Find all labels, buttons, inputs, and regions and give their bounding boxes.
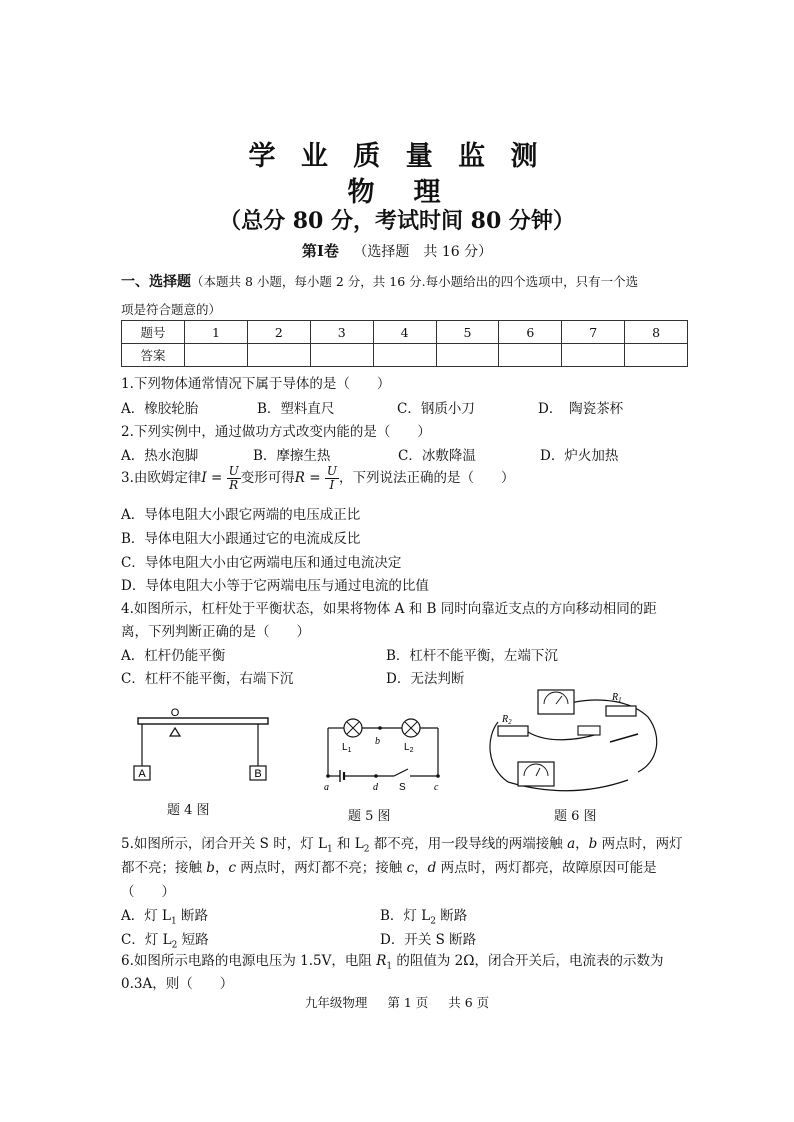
table-row (122, 344, 688, 367)
q3-den1: R (229, 478, 239, 492)
q3-option-d: D．导体电阻大小等于它两端电压与通过电流的比值 (121, 578, 429, 594)
q1-option-a: A．橡胶轮胎 (121, 401, 199, 417)
ammeter-icon (538, 690, 574, 714)
q1-option-b: B．塑料直尺 (257, 401, 335, 417)
table-cell: 3 (310, 321, 373, 344)
answer-cell[interactable] (499, 344, 562, 367)
l1-label: $L_1$ (342, 742, 352, 754)
q4-option-b: B．杠杆不能平衡，左端下沉 (386, 648, 558, 664)
q5-option-d: D．开关 S 断路 (380, 932, 477, 948)
figure-4-lever (128, 700, 278, 790)
answer-cell[interactable] (436, 344, 499, 367)
box-b-label: B (254, 768, 262, 780)
answer-cell[interactable] (310, 344, 373, 367)
point-a-label: a (324, 782, 329, 793)
table-cell: 7 (562, 321, 625, 344)
fulcrum-triangle (170, 728, 180, 736)
q2-option-a: A．热水泡脚 (121, 448, 199, 464)
q4-option-a: A．杠杆仍能平衡 (121, 648, 226, 664)
table-cell: 4 (373, 321, 436, 344)
table-row (122, 321, 688, 344)
point-b-label: b (375, 736, 380, 747)
table-cell: 2 (247, 321, 310, 344)
lever-bar (138, 718, 268, 724)
q4-stem-line1: 4.如图所示，杠杆处于平衡状态，如果将物体 A 和 B 同时向靠近支点的方向移动相同的距 (121, 601, 657, 617)
table-cell: 8 (625, 321, 688, 344)
q3-option-a: A．导体电阻大小跟它两端的电压成正比 (121, 507, 361, 523)
q1-option-d: D． 陶瓷茶杯 (538, 401, 624, 417)
q4-option-d: D．无法判断 (386, 671, 465, 687)
resistor-r1-icon (606, 706, 636, 716)
q1-option-c: C．钢质小刀 (397, 401, 475, 417)
q3-num2: U (326, 464, 337, 478)
q2-stem: 2.下列实例中，通过做功方式改变内能的是（ ） (121, 424, 431, 440)
point-d-label: d (373, 782, 378, 793)
switch-icon (394, 769, 408, 776)
q2-option-c: C．冰敷降温 (398, 448, 476, 464)
volume-note: （选择题 共 16 分） (353, 244, 493, 260)
table-header-cell: 答案 (122, 344, 185, 367)
q6-line2: 0.3A，则（ ） (121, 976, 234, 992)
section1-intro (121, 268, 681, 324)
q3-fraction-2 (325, 465, 339, 492)
q3-stem-a: 3.由欧姆定律 (121, 470, 202, 486)
footer-page: 第 1 页 (387, 995, 429, 1010)
exam-subject: 物 理 (347, 177, 447, 208)
r1-label: $R_1$ (612, 692, 622, 704)
q3-option-c: C．导体电阻大小由它两端电压和通过电流决定 (121, 555, 402, 571)
answer-cell[interactable] (247, 344, 310, 367)
figure-6-caption: 题 6 图 (554, 809, 597, 824)
box-a-label: A (138, 768, 146, 780)
table-cell: 6 (499, 321, 562, 344)
answer-table (121, 320, 688, 367)
q1-stem: 1.下列物体通常情况下属于导体的是（ ） (121, 376, 391, 392)
switch-label: S (399, 782, 406, 793)
table-header-cell: 题号 (122, 321, 185, 344)
footer-subject: 九年级物理 (304, 995, 368, 1010)
footer-total: 共 6 页 (448, 995, 490, 1010)
point-c-label: c (434, 782, 439, 793)
section1-desc-line2: 项是符合题意的） (121, 302, 222, 317)
q5-option-b: B．灯 $L_2$ 断路 (380, 908, 468, 927)
q3-fraction-1 (227, 465, 241, 492)
volume-title: 第Ⅰ卷 (301, 242, 339, 260)
q3-den2: I (329, 478, 335, 492)
answer-cell[interactable] (185, 344, 248, 367)
exam-note: （总分 80 分，考试时间 80 分钟） (219, 208, 575, 234)
section1-desc-line1: （本题共 8 小题，每小题 2 分，共 16 分.每小题给出的四个选项中，只有一个选 (191, 274, 639, 289)
q6-line1: 6.如图所示电路的电源电压为 1.5V，电阻 $R_1$ 的阻值为 2Ω，闭合开关后，电流表的示数为 (121, 953, 664, 972)
q3-option-b: B．导体电阻大小跟通过它的电流成反比 (121, 531, 361, 547)
answer-cell[interactable] (625, 344, 688, 367)
table-cell: 5 (436, 321, 499, 344)
table-cell: 1 (185, 321, 248, 344)
exam-title: 学 业 质 量 监 测 (248, 141, 546, 172)
q2-option-b: B．摩擦生热 (253, 448, 331, 464)
q3-eq2-lhs: R (294, 470, 305, 486)
q3-stem: 3.由欧姆定律I = $\frac{U}{R}$ 变形可得R = $\frac{U}{I}$ ，下列说法正确的是（ ） (121, 464, 515, 492)
figure-5-caption: 题 5 图 (348, 809, 391, 824)
q4-option-c: C．杠杆不能平衡，右端下沉 (121, 671, 294, 687)
pivot-label: O (170, 707, 180, 719)
voltmeter-icon (518, 762, 554, 786)
battery-icon (578, 726, 600, 735)
r2-label: $R_2$ (502, 714, 512, 726)
figure-4-caption: 题 4 图 (167, 803, 210, 818)
l2-label: $L_2$ (404, 742, 414, 754)
q3-stem-b: 变形可得 (240, 470, 295, 486)
section1-heading: 一、选择题 (121, 274, 191, 290)
q5-line3: （ ） (121, 884, 175, 900)
volume-heading (0, 240, 794, 261)
resistor-r2-icon (498, 726, 528, 736)
q5-line1: 5.如图所示，闭合开关 S 时，灯 $L_1$ 和 $L_2$ 都不亮，用一段导线的两端接触 a，b 两点时，两灯 (121, 836, 683, 855)
q3-num1: U (228, 464, 239, 478)
q3-stem-c: ，下列说法正确的是（ ） (338, 470, 515, 486)
switch-icon (610, 734, 638, 742)
page-footer (0, 993, 794, 1011)
q3-eq1-lhs: I (201, 470, 207, 486)
q5-option-a: A．灯 $L_1$ 断路 (121, 908, 209, 927)
q5-option-c: C．灯 $L_2$ 短路 (121, 932, 209, 951)
answer-cell[interactable] (562, 344, 625, 367)
q5-line2: 都不亮；接触 b，c 两点时，两灯都不亮；接触 c，d 两点时，两灯都亮，故障原因可能是 (121, 860, 657, 876)
figure-6-apparatus (478, 682, 668, 800)
q2-option-d: D．炉火加热 (540, 448, 619, 464)
figure-5-circuit (318, 708, 448, 794)
q4-stem-line2: 离，下列判断正确的是（ ） (121, 624, 310, 640)
answer-cell[interactable] (373, 344, 436, 367)
